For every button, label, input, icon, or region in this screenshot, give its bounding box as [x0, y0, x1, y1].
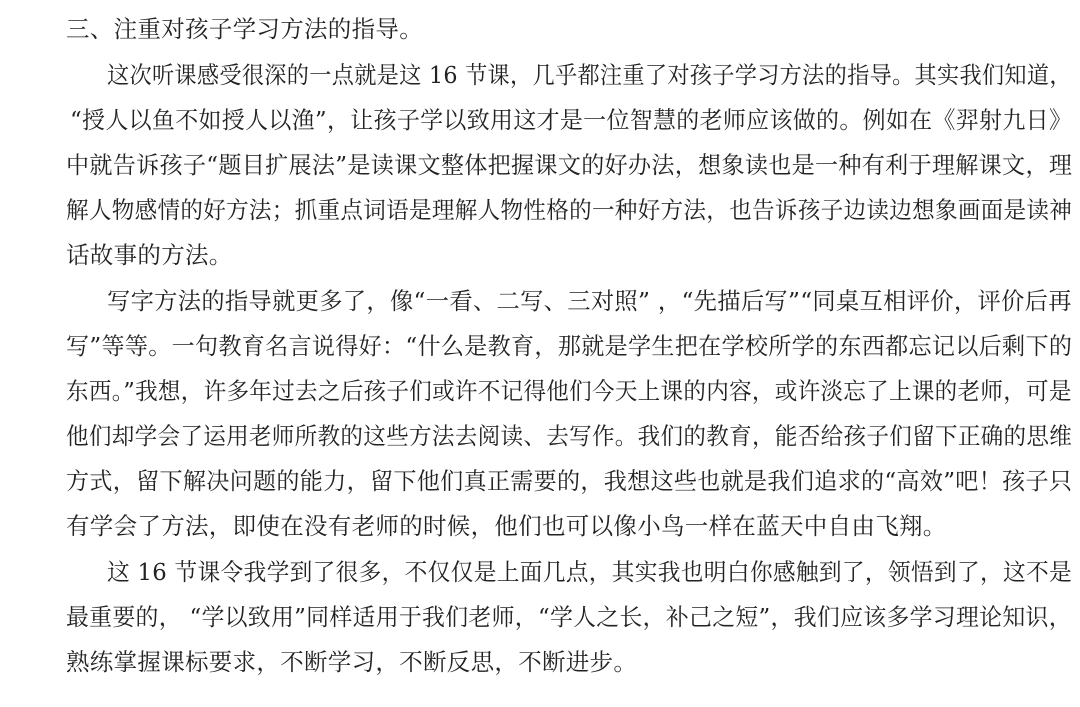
paragraph-line: “授人以鱼不如授人以渔”，让孩子学以致用这才是一位智慧的老师应该做的。例如在《羿射九日》: [70, 106, 1073, 134]
paragraph-line: 东西。”我想，许多年过去之后孩子们或许不记得他们今天上课的内容，或许淡忘了上课的老师，可是: [66, 377, 1072, 405]
paragraph-line: 他们却学会了运用老师所教的这些方法去阅读、去写作。我们的教育，能否给孩子们留下正确的思维: [66, 422, 1073, 450]
section-heading: 三、注重对孩子学习方法的指导。: [66, 15, 423, 43]
paragraph-line: 最重要的， “学以致用”同样适用于我们老师，“学人之长，补己之短”，我们应该多学习理论知识，: [66, 603, 1072, 631]
paragraph-line: 话故事的方法。: [66, 241, 233, 269]
paragraph-line: 这次听课感受很深的一点就是这 16 节课，几乎都注重了对孩子学习方法的指导。其实我们知道，: [107, 61, 1072, 89]
paragraph-line: 中就告诉孩子“题目扩展法”是读课文整体把握课文的好办法，想象读也是一种有利于理解课文，理: [66, 151, 1073, 179]
paragraph-line: 方式，留下解决问题的能力，留下他们真正需要的，我想这些也就是我们追求的“高效”吧！孩子只: [66, 467, 1073, 495]
paragraph-line: 写”等等。一句教育名言说得好：“什么是教育，那就是学生把在学校所学的东西都忘记以后剩下的: [66, 332, 1073, 360]
paragraph-line: 解人物感情的好方法；抓重点词语是理解人物性格的一种好方法，也告诉孩子边读边想象画面是读神: [66, 196, 1073, 224]
paragraph-line: 熟练掌握课标要求，不断学习，不断反思，不断进步。: [66, 648, 638, 676]
paragraph-line: 写字方法的指导就更多了，像“一看、二写、三对照” ，“先描后写”“同桌互相评价，评价后再: [107, 287, 1072, 315]
paragraph-line: 有学会了方法，即使在没有老师的时候，他们也可以像小鸟一样在蓝天中自由飞翔。: [66, 512, 947, 540]
paragraph-line: 这 16 节课令我学到了很多，不仅仅是上面几点，其实我也明白你感触到了，领悟到了，这不是: [107, 558, 1073, 586]
